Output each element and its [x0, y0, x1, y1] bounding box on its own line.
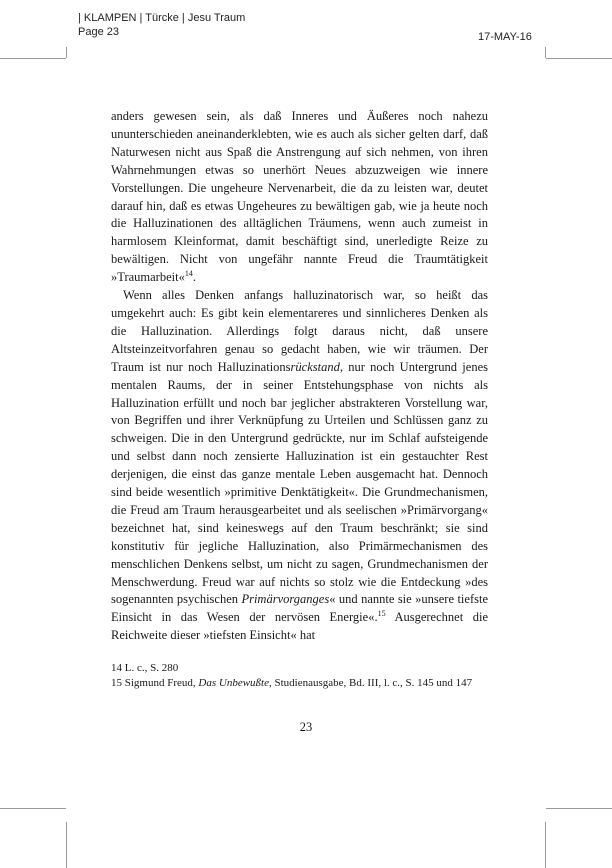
- crop-mark: [0, 808, 66, 809]
- crop-mark: [545, 822, 546, 868]
- footnote-ref: 15: [377, 609, 386, 619]
- footnote-ref: 14: [184, 269, 193, 279]
- body-text: [111, 108, 488, 645]
- crop-mark: [545, 47, 546, 58]
- crop-mark: [546, 58, 612, 59]
- header-date: 17-MAY-16: [478, 31, 532, 43]
- crop-mark: [0, 58, 66, 59]
- footnote: 15 Sigmund Freud, Das Unbewußte, Studienausgabe, Bd. III, l. c., S. 145 und 147: [111, 676, 473, 689]
- footnotes: [111, 661, 488, 690]
- running-header: [78, 11, 245, 39]
- page-number: 23: [299, 720, 313, 734]
- paragraph: Wenn alles Denken anfangs halluzinatorisch war, so heißt das umgekehrt auch: Es gibt kein elementareres und sinnlicheres Denken als die Halluzination. Allerdings folgt daraus nicht, daß unsere Altsteinzeitvorfahren genau so gedacht haben, wie wir träumen. Der Traum ist nur noch Halluzinationsrückstand, nur noch Untergrund jenes mentalen Raums, der in seiner Entstehungsphase von nichts als Halluzination erfüllt und noch bar jeglicher abstrakteren Vorstellung war, von Begriffen und ihrer Verknüpfung zu Urteilen und Schlüssen ganz zu schweigen. Die in den Untergrund gedrückte, nur im Schlaf aufsteigende und selbst dann noch zensierte Halluzination ist ein gestauchter Rest derjenigen, die einst das ganze mentale Leben ausgemacht hat. Dennoch sind beide wesentlich »primitive Denktätigkeit«. Die Grundmechanismen, die Freud am Traum herausgearbeitet und als seelischen »Primärvorgang« bezeichnet hat, sind keineswegs auf den Traum beschränkt; sie sind konstitutiv für jegliche Halluzination, also Primärmechanismen des menschlichen Denkens selbst, um nicht zu sagen, Grundmechanismen der Menschwerdung. Freud war auf nichts so stolz wie die Entdeckung »des sogenannten psychischen Primärvorganges« und nannte sie »unsere tiefste Einsicht in das Wesen der nervösen Energie«.$^{15}$ Ausgerechnet die Reichweite dieser »tiefsten Einsicht« hat: [111, 288, 488, 643]
- paragraph: anders gewesen sein, als daß Inneres und Äußeres noch nahezu ununterschieden aneinanderklebten, wie es auch als sicher gelten darf, daß Naturwesen nicht aus Spaß die Anstrengung auf sich nehmen, von ihren Wahrnehmungen etwas so unerhört Neues abzuzweigen wie innere Vorstellungen. Die ungeheure Nervenarbeit, die da zu leisten war, deutet darauf hin, daß es etwas Ungeheures zu bewältigen gab, wie ja heute noch die Halluzinationen des alltäglichen Träumens, wenn auch zumeist in harmlosem Kleinformat, damit beschäftigt sind, unerledigte Reize zu bewältigen. Nicht von ungefähr nannte Freud die Traumtätigkeit »Traumarbeit«$^{14}$.: [111, 109, 488, 285]
- header-page-label: Page 23: [78, 26, 119, 38]
- footnote: 14 L. c., S. 280: [111, 662, 179, 674]
- crop-mark: [546, 808, 612, 809]
- header-title: | KLAMPEN | Türcke | Jesu Traum: [78, 12, 246, 24]
- crop-mark: [66, 47, 67, 58]
- crop-mark: [66, 822, 67, 868]
